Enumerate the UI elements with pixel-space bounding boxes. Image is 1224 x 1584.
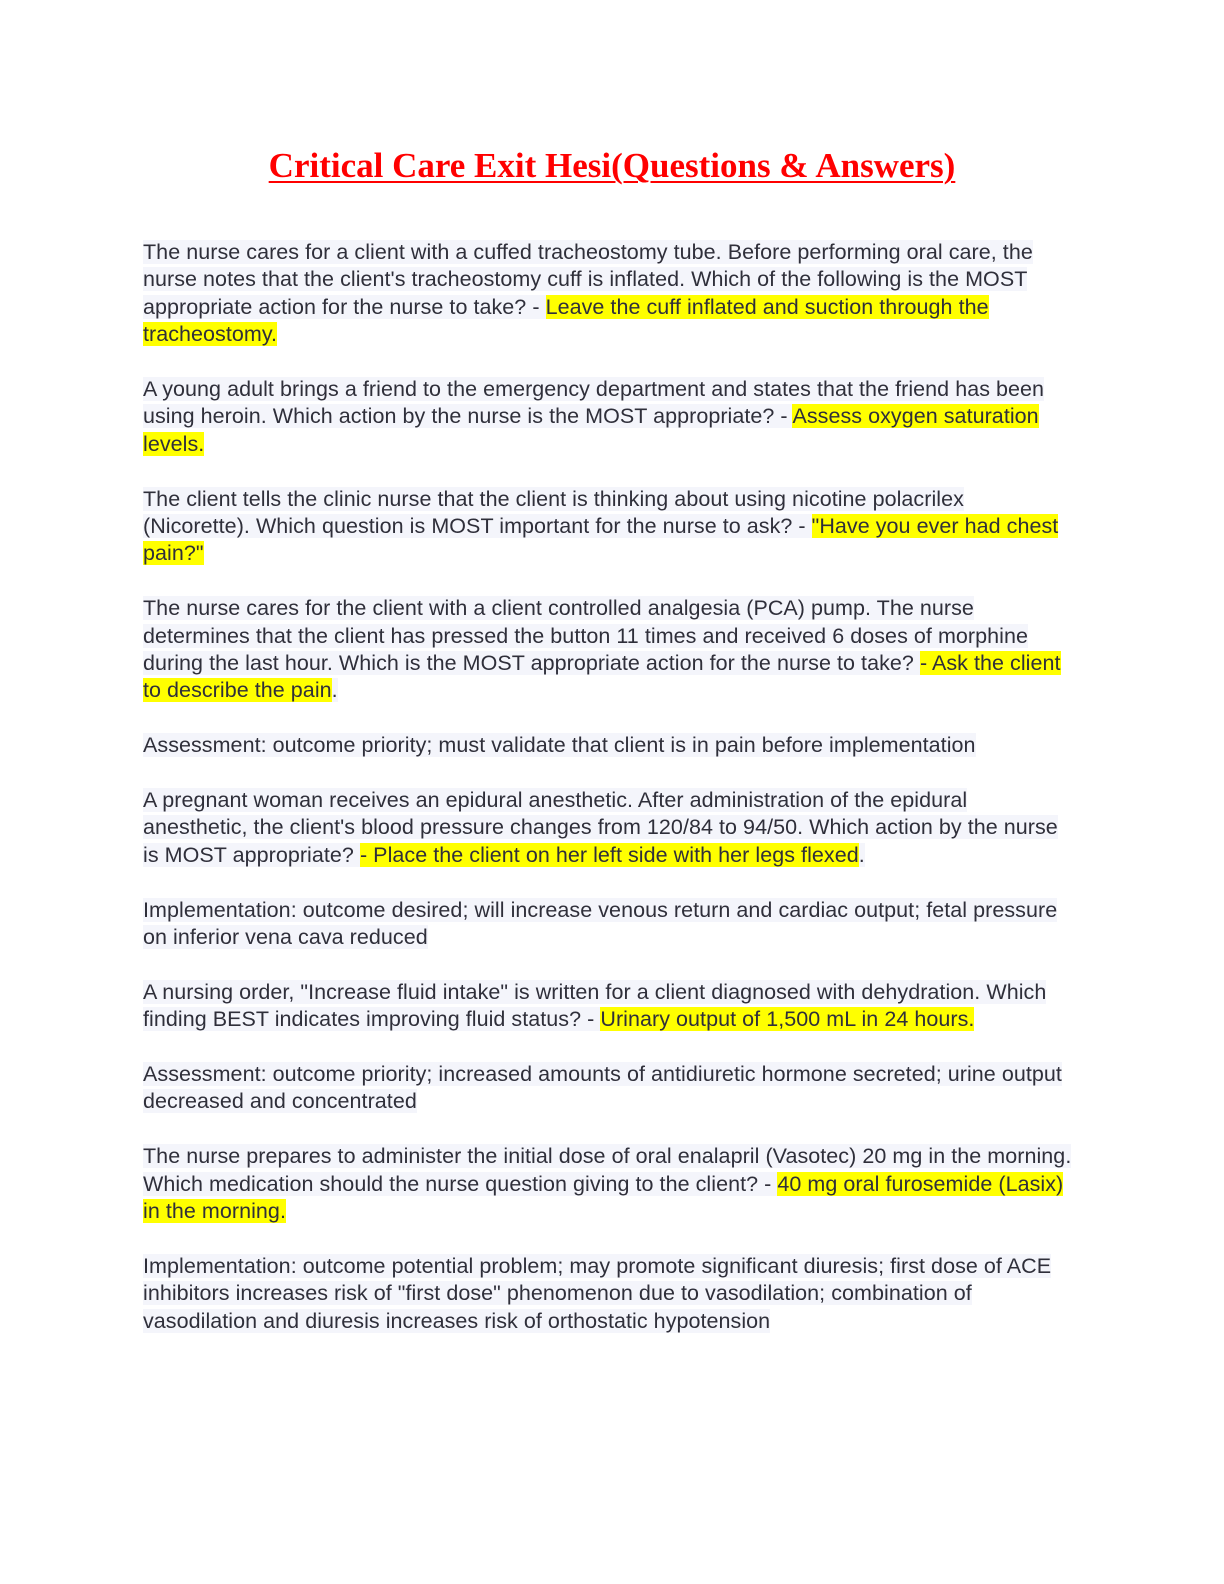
highlighted-answer: - Place the client on her left side with her legs flexed	[359, 842, 859, 867]
rationale-paragraph-4	[143, 1253, 1073, 1335]
page-title	[0, 144, 1224, 188]
question-paragraph-3	[143, 486, 1073, 568]
rationale-paragraph-2	[143, 897, 1073, 952]
question-paragraph-6	[143, 979, 1073, 1034]
answer-tail: .	[858, 842, 865, 867]
highlighted-answer: Assess oxygen saturation levels.	[143, 404, 1039, 456]
question-text: A nursing order, "Increase fluid intake" is written for a client diagnosed with dehydration. Which finding BEST indicates improving fluid status? -	[143, 979, 1047, 1032]
highlighted-answer: - Ask the client to describe the pain	[143, 651, 1061, 703]
question-paragraph-7	[143, 1143, 1073, 1225]
question-text: The client tells the clinic nurse that the client is thinking about using nicotine polacrilex (Nicorette). Which question is MOST important for the nurse to ask? -	[143, 486, 964, 539]
question-paragraph-1	[143, 239, 1073, 349]
highlighted-answer: "Have you ever had chest pain?"	[143, 514, 1059, 566]
rationale-text: Implementation: outcome desired; will increase venous return and cardiac output; fetal pressure on inferior vena cava reduced	[143, 897, 1058, 950]
question-paragraph-2	[143, 376, 1073, 458]
question-text: The nurse prepares to administer the initial dose of oral enalapril (Vasotec) 20 mg in the morning. Which medication should the nurse question giving to the client? -	[143, 1144, 1072, 1196]
document-body	[143, 239, 1073, 1362]
question-paragraph-5	[143, 787, 1073, 869]
rationale-text: Implementation: outcome potential problem; may promote significant diuresis; first dose of ACE inhibitors increases risk of "first dose" phenomenon due to vasodilation; combination of vasodilation and diuresis increases risk of orthostatic hypotension	[143, 1253, 1052, 1333]
question-text: A young adult brings a friend to the emergency department and states that the friend has been using heroin. Which action by the nurse is the MOST appropriate? -	[143, 377, 1045, 429]
rationale-text: Assessment: outcome priority; must validate that client is in pain before implementation	[143, 733, 976, 758]
question-text: The nurse cares for the client with a client controlled analgesia (PCA) pump. The nurse determines that the client has pressed the button 11 times and received 6 doses of morphine during the last hour. Which is the MOST appropriate action for the nurse to take?	[143, 596, 1028, 676]
rationale-paragraph-3	[143, 1061, 1073, 1116]
highlighted-answer: 40 mg oral furosemide (Lasix) in the morning.	[143, 1171, 1064, 1224]
rationale-paragraph-1	[143, 732, 1073, 759]
highlighted-answer: Urinary output of 1,500 mL in 24 hours.	[600, 1007, 975, 1032]
question-paragraph-4	[143, 595, 1073, 705]
page-title-text: Critical Care Exit Hesi(Questions & Answers)	[268, 146, 956, 185]
question-text: The nurse cares for a client with a cuffed tracheostomy tube. Before performing oral care, the nurse notes that the client's tracheostomy cuff is inflated. Which of the following is the MOST appropriate action for the nurse to take? -	[143, 240, 1033, 319]
rationale-text: Assessment: outcome priority; increased amounts of antidiuretic hormone secreted; urine output decreased and concentrated	[143, 1062, 1062, 1114]
answer-tail: .	[331, 678, 338, 703]
question-text: A pregnant woman receives an epidural anesthetic. After administration of the epidural anesthetic, the client's blood pressure changes from 120/84 to 94/50. Which action by the nurse is MOST appropriate?	[143, 788, 1058, 867]
highlighted-answer: Leave the cuff inflated and suction through the tracheostomy.	[143, 294, 989, 347]
